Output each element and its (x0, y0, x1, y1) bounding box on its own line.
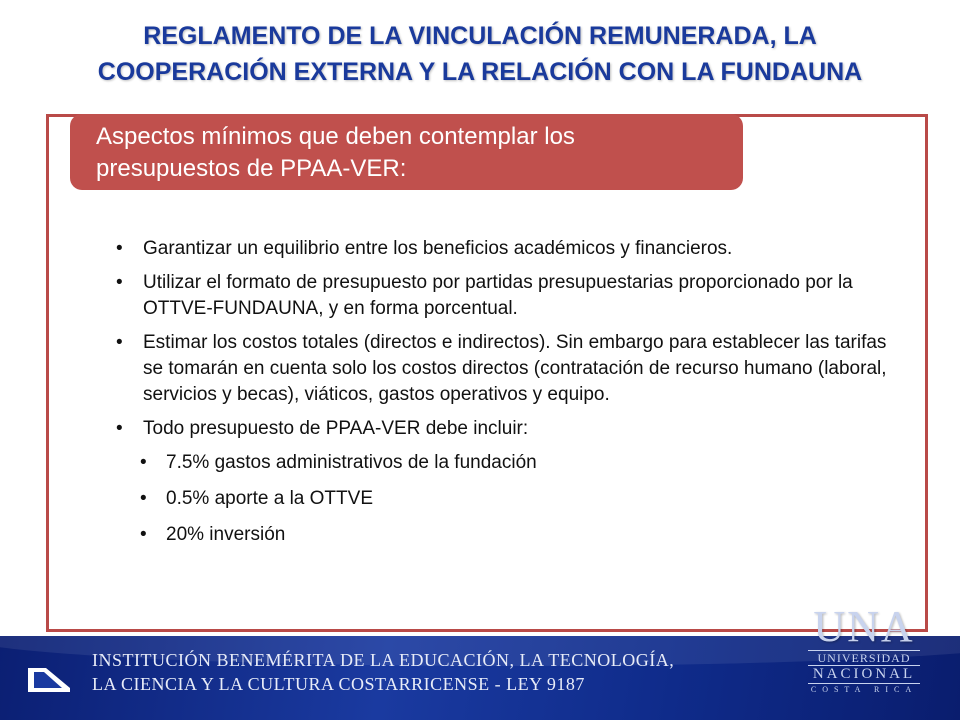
logo-line2: NACIONAL (808, 665, 920, 684)
logo-line1: UNIVERSIDAD (808, 650, 920, 665)
bullet-item: • Estimar los costos totales (directos e indirectos). Sin embargo para establecer las tarifas se tomarán en cuenta solo los costos directos (contratación de recurso humano (laboral, servicios y becas), viáticos, gastos operativos y equipo. (116, 330, 896, 408)
logo-acronym: UNA (813, 602, 915, 651)
section-header-line2: presupuestos de PPAA-VER: (96, 155, 407, 182)
sub-bullet-item: • 20% inversión (140, 522, 896, 548)
footer-line1: INSTITUCIÓN BENEMÉRITA DE LA EDUCACIÓN, LA TECNOLOGÍA, (92, 650, 675, 670)
section-header (70, 114, 743, 190)
bullet-item: • Todo presupuesto de PPAA-VER debe incluir: (116, 416, 896, 442)
logo-line3: COSTA RICA (810, 685, 918, 694)
arrow-logo-icon (28, 668, 70, 692)
footer-text (92, 648, 674, 696)
sub-bullet-item: • 7.5% gastos administrativos de la fundación (140, 450, 896, 476)
slide-title (0, 18, 960, 90)
bullet-item: • Garantizar un equilibrio entre los beneficios académicos y financieros. (116, 236, 896, 262)
university-logo (808, 604, 920, 695)
slide-title-line1: REGLAMENTO DE LA VINCULACIÓN REMUNERADA, LA (143, 22, 817, 50)
bullet-item: • Utilizar el formato de presupuesto por partidas presupuestarias proporcionado por la OTTVE-FUNDAUNA, y en forma porcentual. (116, 270, 896, 322)
bullet-list (116, 236, 896, 558)
sub-bullet-item: • 0.5% aporte a la OTTVE (140, 486, 896, 512)
slide-title-line2: COOPERACIÓN EXTERNA Y LA RELACIÓN CON LA FUNDAUNA (97, 58, 863, 86)
footer-line2: LA CIENCIA Y LA CULTURA COSTARRICENSE - LEY 9187 (92, 674, 585, 694)
section-header-line1: Aspectos mínimos que deben contemplar los (96, 123, 575, 150)
